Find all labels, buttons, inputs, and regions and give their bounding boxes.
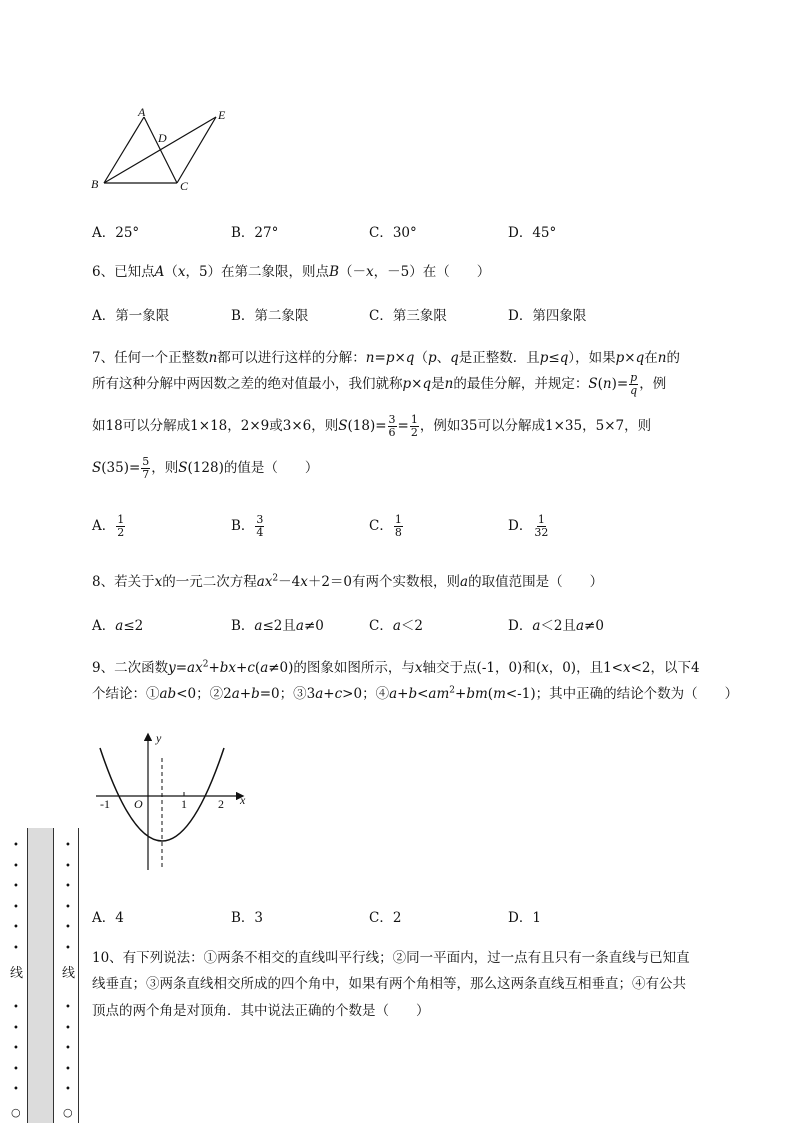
q7-option-b: B． $\frac{3}{4}$ <box>231 513 264 539</box>
q7-fraction-5-7: $\frac{5}{7}$ <box>142 455 150 481</box>
q7-fraction-3-6: $\frac{3}{6}$ <box>388 413 396 439</box>
q7-fraction-p-over-q: $\frac{p}{q}$ <box>630 371 638 397</box>
q9-line-2: 个结论：①ab<0；②2a+b=0；③3a+c>0；$④a+b<am^2+bm(m<-1)$；其中正确的结论个数为（ ） <box>92 685 739 702</box>
q7-fraction-1-2: $\frac{1}{2}$ <box>410 413 418 439</box>
parabola-graph <box>92 730 252 876</box>
q6-option-c: C．第三象限 <box>369 308 447 324</box>
seg-ce <box>177 117 216 183</box>
q6-option-a: A．第一象限 <box>92 308 170 324</box>
label-a: A <box>138 105 146 119</box>
binding-label-right: 线 <box>62 966 76 981</box>
q7-line-1: 7、任何一个正整数n都可以进行这样的分解：n=p×q（p、q是正整数．且p≤q），如果p×q在n的 <box>92 350 680 366</box>
q8-option-d: D．a＜2且a≠0 <box>508 618 604 634</box>
label-e: E <box>218 108 226 122</box>
q9-option-d: D．1 <box>508 910 541 926</box>
q5-option-b: B．27° <box>231 225 279 241</box>
seg-be <box>104 117 216 183</box>
y-axis-label: y <box>156 731 162 745</box>
seg-ab <box>104 117 144 183</box>
binding-dots-right-bottom: • • • • • <box>65 1002 71 1095</box>
x-axis-label: x <box>240 793 246 807</box>
q9-option-c: C．2 <box>369 910 402 926</box>
q8-stem: 8、若关于x的一元二次方程$ax^2-4x+2=0$有两个实数根，则a的取值范围是（ ） <box>92 573 604 590</box>
q8-option-c: C．a＜2 <box>369 618 423 634</box>
q9-option-b: B．3 <box>231 910 264 926</box>
q9-line-1: 9、二次函数$y=ax^2+bx+c(a\ne 0)$的图象如图所示，与x轴交于点(-1，0)和(x，0)，且1<x<2，以下4 <box>92 659 700 676</box>
q7-line-4: S(35)= $\frac{5}{7}$ ，则S(128)的值是（ ） <box>92 455 319 481</box>
q9-option-a: A．4 <box>92 910 124 926</box>
binding-dots-right-top: • • • • • • <box>65 840 71 954</box>
q6-stem: 6、已知点A（x，5）在第二象限，则点B（－x，－5）在（ ） <box>92 264 491 280</box>
q7-option-d: D． $\frac{1}{32}$ <box>508 513 549 539</box>
binding-circle-right: ○ <box>63 1106 73 1119</box>
origin-label: O <box>134 797 143 811</box>
q7-option-a: A． $\frac{1}{2}$ <box>92 513 125 539</box>
binding-circle-left: ○ <box>11 1106 21 1119</box>
q8-option-b: B．a≤2且a≠0 <box>231 618 324 634</box>
q6-option-b: B．第二象限 <box>231 308 309 324</box>
q7-line-2: 所有这种分解中两因数之差的绝对值最小，我们就称p×q是n的最佳分解，并规定：S(n)= $\frac{p}{q}$ ，例 <box>92 371 667 397</box>
q5-option-d: D．45° <box>508 225 557 241</box>
q6-option-d: D．第四象限 <box>508 308 587 324</box>
triangle-figure <box>88 104 238 196</box>
label-c: C <box>180 179 189 193</box>
binding-label-left: 线 <box>10 966 24 981</box>
q10-line-1: 10、有下列说法：①两条不相交的直线叫平行线；②同一平面内，过一点有且只有一条直线与已知直 <box>92 950 690 966</box>
q10-line-3: 顶点的两个角是对顶角．其中说法正确的个数是（ ） <box>92 1003 430 1019</box>
q8-option-a: A．a≤2 <box>92 618 144 634</box>
label-d: D <box>158 131 167 145</box>
binding-strip <box>27 828 54 1123</box>
q7-option-c: C． $\frac{1}{8}$ <box>369 513 402 539</box>
label-b: B <box>91 177 99 191</box>
binding-dots-left-top: • • • • • • <box>13 840 19 954</box>
tick-label-2: 2 <box>218 797 224 811</box>
binding-dots-left-bottom: • • • • • <box>13 1002 19 1095</box>
tick-label-neg1: -1 <box>100 797 110 811</box>
q10-line-2: 线垂直；③两条直线相交所成的四个角中，如果有两个角相等，那么这两条直线互相垂直；④有公共 <box>92 976 686 992</box>
q5-option-c: C．30° <box>369 225 417 241</box>
q5-option-a: A．25° <box>92 225 140 241</box>
tick-label-1: 1 <box>181 797 187 811</box>
binding-line-right <box>78 828 79 1123</box>
q7-line-3: 如18可以分解成1×18，2×9或3×6，则S(18)= $\frac{3}{6}$ = $\frac{1}{2}$ ，例如35可以分解成1×35，5×7，则 <box>92 413 652 439</box>
